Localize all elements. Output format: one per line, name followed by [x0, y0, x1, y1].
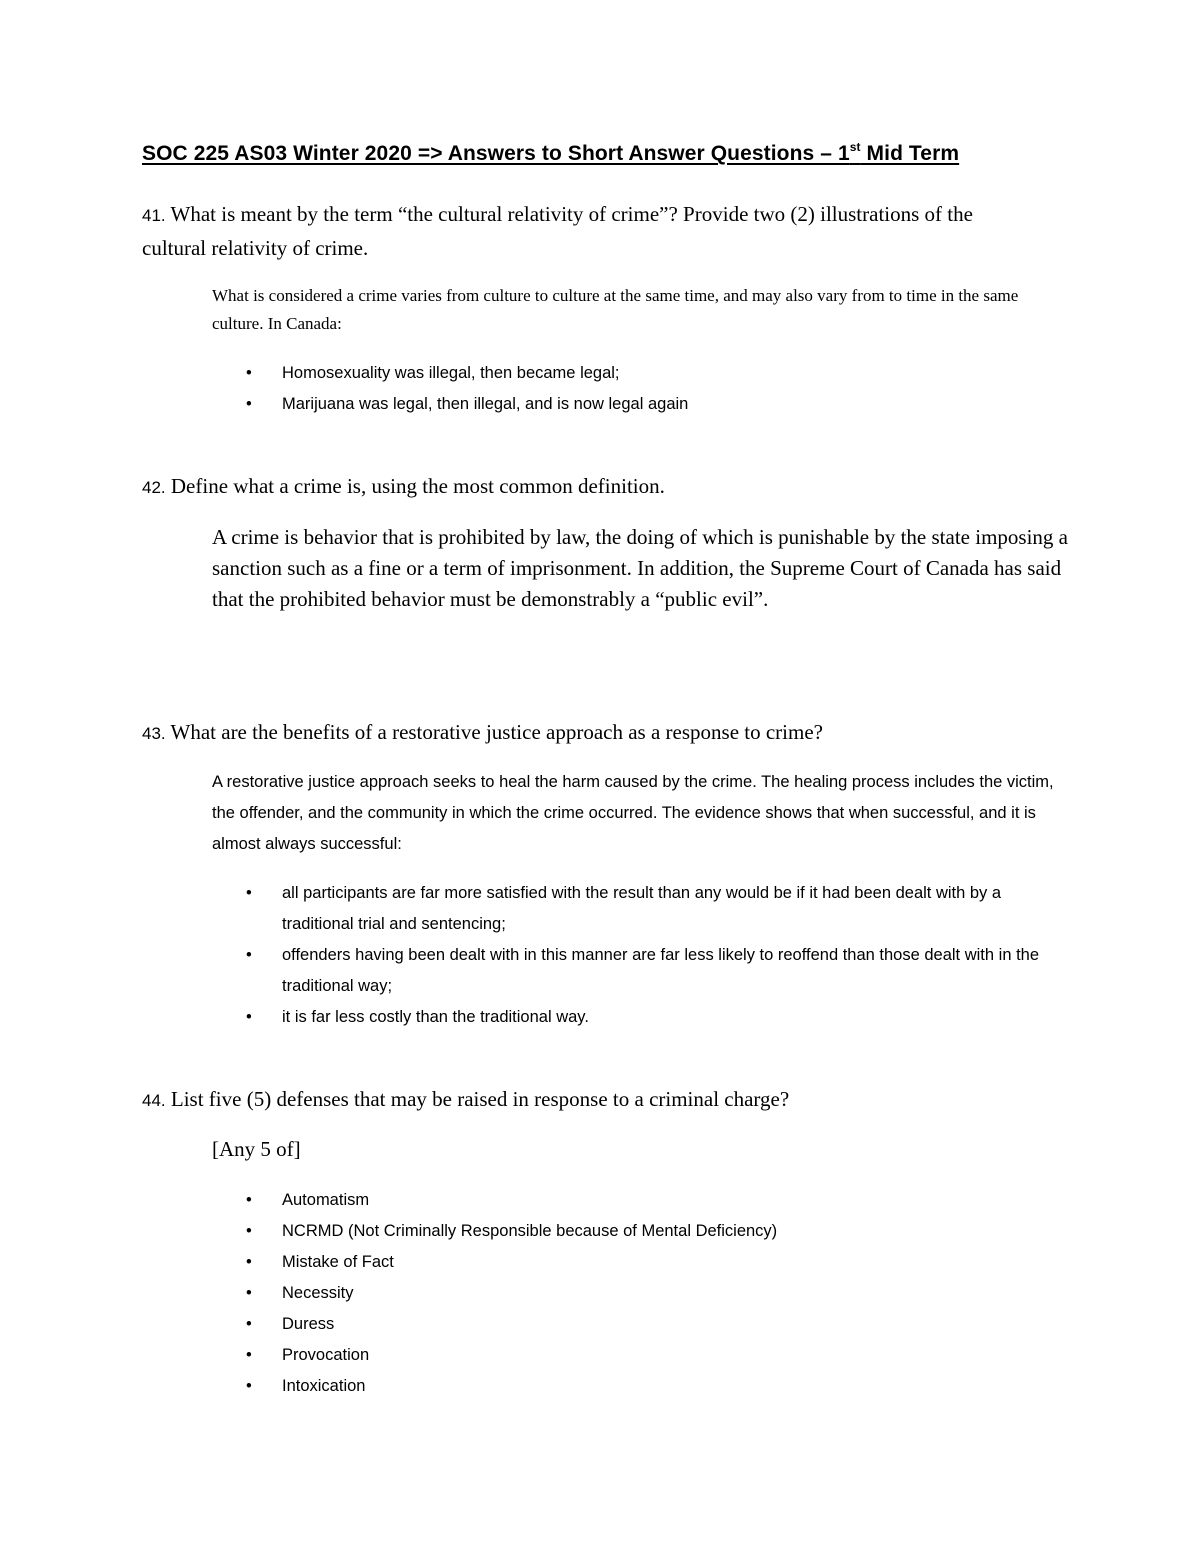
list-item: • it is far less costly than the traditional way.: [212, 1002, 1072, 1033]
answer-42: A crime is behavior that is prohibited by law, the doing of which is punishable by the state imposing a sanction such as a fine or a term of imprisonment. In addition, the Supreme Court of Canada has said that the prohibited behavior must be demonstrably a “public evil”.: [212, 525, 1068, 611]
bullet-icon: •: [246, 884, 252, 902]
list-item: • Homosexuality was illegal, then became legal;: [212, 358, 1072, 389]
bullet-icon: •: [246, 364, 252, 382]
question-43: [142, 716, 1042, 750]
title-superscript: st: [849, 140, 861, 154]
list-item: • NCRMD (Not Criminally Responsible because of Mental Deficiency): [212, 1216, 1072, 1247]
list-item: • offenders having been dealt with in this manner are far less likely to reoffend than those dealt with in the traditional way;: [212, 940, 1072, 1002]
title-main: SOC 225 AS03 Winter 2020 => Answers to Short Answer Questions – 1: [142, 142, 850, 165]
answer-41: What is considered a crime varies from culture to culture at the same time, and may also vary from to time in the same culture. In Canada:: [212, 286, 1019, 333]
bullet-icon: •: [246, 1377, 252, 1395]
question-number: 42.: [142, 478, 166, 497]
question-42: [142, 470, 1042, 504]
question-number: 43.: [142, 724, 166, 743]
answer-41-list: [212, 358, 1072, 420]
answer-44-list: [212, 1185, 1072, 1402]
bullet-icon: •: [246, 1191, 252, 1209]
question-number: 41.: [142, 206, 166, 225]
question-text: Define what a crime is, using the most common definition.: [170, 474, 665, 498]
list-item: • Provocation: [212, 1340, 1072, 1371]
bullet-icon: •: [246, 1008, 252, 1026]
answer-44-intro: [Any 5 of]: [212, 1137, 301, 1161]
bullet-icon: •: [246, 946, 252, 964]
bullet-icon: •: [246, 1346, 252, 1364]
bullet-icon: •: [246, 1222, 252, 1240]
answer-43: A restorative justice approach seeks to heal the harm caused by the crime. The healing process includes the victim, the offender, and the community in which the crime occurred. The evidence shows that when successful, and it is almost always successful:: [212, 773, 1054, 853]
question-44: [142, 1083, 1042, 1117]
question-text: What are the benefits of a restorative justice approach as a response to crime?: [170, 720, 823, 744]
title-end: Mid Term: [860, 142, 960, 165]
list-item: • Necessity: [212, 1278, 1072, 1309]
answer-43-list: [212, 878, 1072, 1033]
question-number: 44.: [142, 1091, 166, 1110]
bullet-icon: •: [246, 1253, 252, 1271]
list-item: • Intoxication: [212, 1371, 1072, 1402]
question-text: What is meant by the term “the cultural relativity of crime”? Provide two (2) illustrations of the cultural relativity of crime.: [142, 202, 973, 260]
list-item: • Automatism: [212, 1185, 1072, 1216]
question-41: [142, 198, 1042, 264]
list-item: • Marijuana was legal, then illegal, and is now legal again: [212, 389, 1072, 420]
list-item: • Mistake of Fact: [212, 1247, 1072, 1278]
bullet-icon: •: [246, 1315, 252, 1333]
bullet-icon: •: [246, 395, 252, 413]
bullet-icon: •: [246, 1284, 252, 1302]
question-text: List five (5) defenses that may be raised in response to a criminal charge?: [170, 1087, 790, 1111]
page-title: [142, 140, 959, 166]
list-item: • Duress: [212, 1309, 1072, 1340]
list-item: • all participants are far more satisfied with the result than any would be if it had been dealt with by a traditional trial and sentencing;: [212, 878, 1072, 940]
